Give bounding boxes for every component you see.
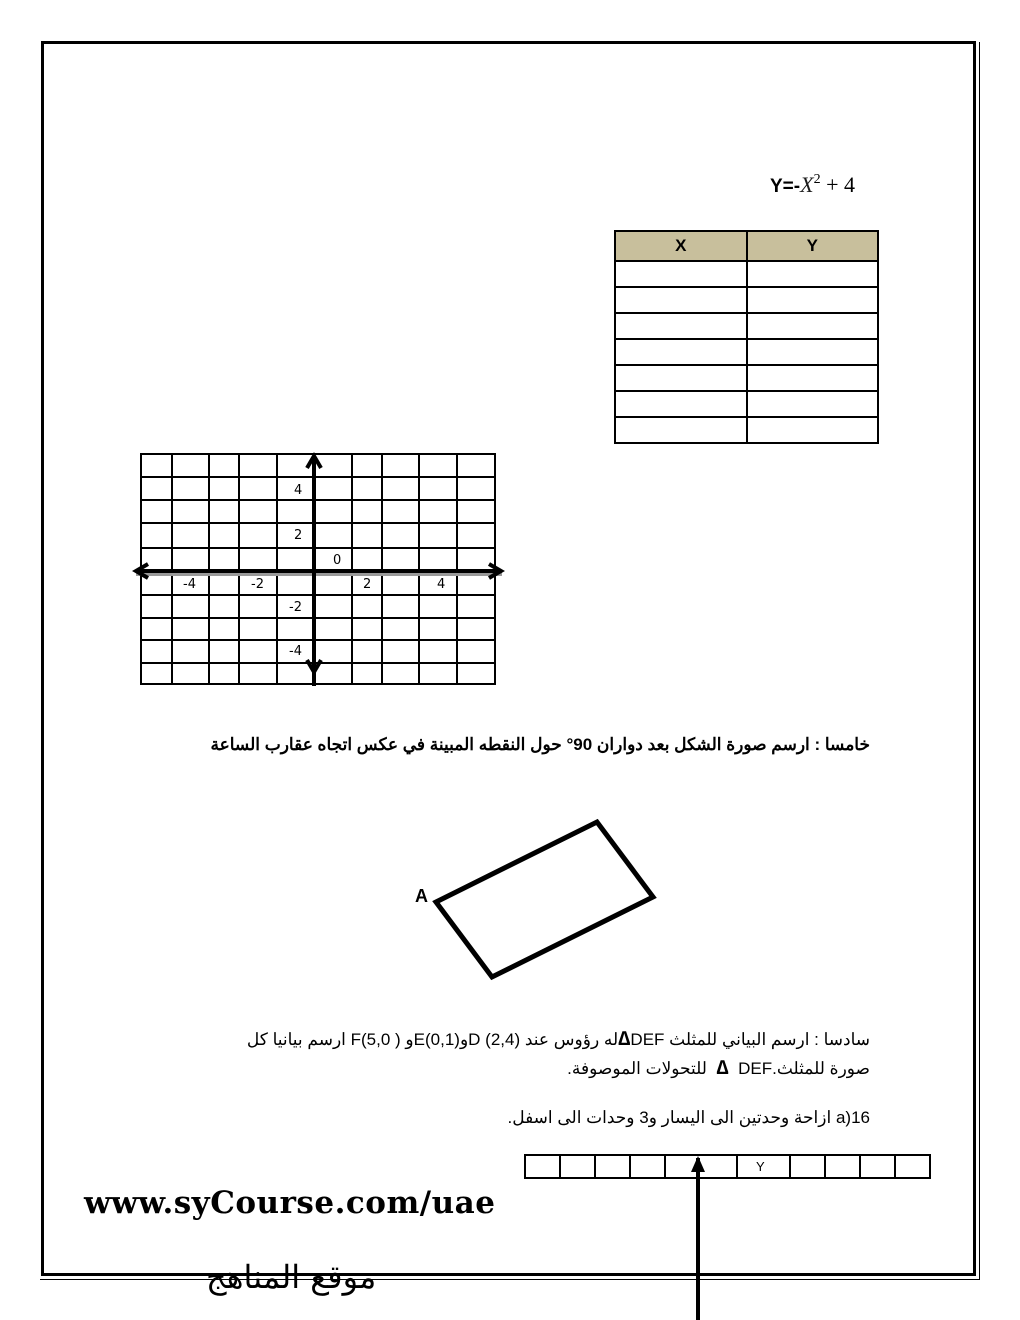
question6-line1 — [150, 1025, 870, 1054]
header-x: X — [615, 231, 747, 261]
coordinate-grid — [132, 450, 507, 690]
strip-cell — [790, 1155, 825, 1178]
table-row — [615, 313, 878, 339]
strip-cell — [630, 1155, 665, 1178]
equation-lhs: Y=- — [770, 176, 801, 197]
cell-y[interactable] — [747, 417, 879, 443]
delta-icon: ∆ — [618, 1028, 631, 1050]
cell-x[interactable] — [615, 287, 747, 313]
strip-cell — [860, 1155, 895, 1178]
y-tick-label: 4 — [294, 483, 303, 498]
rectangle-shape — [400, 810, 670, 990]
table-row — [615, 261, 878, 287]
page-border-outer-bottom — [40, 1279, 980, 1280]
strip-cell — [525, 1155, 560, 1178]
cell-y[interactable] — [747, 339, 879, 365]
site-name-arabic: موقع المناهج — [206, 1258, 377, 1296]
question5-text: خامسا : ارسم صورة الشكل بعد دواران 90° حول النقطه المبينة في عكس اتجاه عقارب الساعة — [210, 735, 870, 754]
equation — [770, 172, 855, 198]
y-axis-label: Y — [756, 1159, 765, 1174]
table-row — [615, 417, 878, 443]
equation-exponent: 2 — [813, 171, 821, 187]
origin-label: 0 — [333, 553, 342, 568]
cell-x[interactable] — [615, 365, 747, 391]
cell-x[interactable] — [615, 313, 747, 339]
table-row — [615, 391, 878, 417]
cell-y[interactable] — [747, 365, 879, 391]
strip-cell — [825, 1155, 860, 1178]
q6-part: و ( F(5,0 ارسم بيانيا كل — [246, 1030, 414, 1049]
table-row — [615, 287, 878, 313]
table-header-row — [615, 231, 878, 261]
x-tick-label: 2 — [363, 577, 372, 592]
table-row — [615, 365, 878, 391]
q6-part: و(0,1)E — [413, 1030, 469, 1049]
q6-part: له رؤوس عند (2,4) D — [468, 1030, 619, 1049]
strip-cell — [560, 1155, 595, 1178]
table-row — [615, 339, 878, 365]
delta-icon: ∆ — [716, 1057, 729, 1079]
cell-x[interactable] — [615, 261, 747, 287]
cell-y[interactable] — [747, 261, 879, 287]
page-border-outer-right — [979, 42, 980, 1280]
cell-x[interactable] — [615, 339, 747, 365]
y-tick-label: -2 — [289, 600, 302, 615]
cell-y[interactable] — [747, 313, 879, 339]
strip-cell-y — [737, 1155, 790, 1178]
equation-variable: X — [800, 172, 814, 197]
partial-grid-strip — [524, 1154, 931, 1179]
strip-row — [525, 1155, 930, 1178]
y-tick-label: -4 — [289, 644, 302, 659]
cell-y[interactable] — [747, 391, 879, 417]
question6-line2 — [150, 1054, 870, 1083]
x-tick-label: -4 — [183, 577, 196, 592]
x-axis — [136, 564, 502, 578]
strip-cell — [595, 1155, 630, 1178]
cell-x[interactable] — [615, 391, 747, 417]
header-y: Y — [747, 231, 879, 261]
strip-cell — [895, 1155, 930, 1178]
q6-part: صورة للمثلث.DEF — [738, 1059, 870, 1078]
question16a-text: 16(a ازاحة وحدتين الى اليسار و3 وحدات الى اسفل. — [507, 1108, 870, 1127]
y-axis-arrow — [685, 1150, 715, 1320]
x-tick-label: 4 — [437, 577, 446, 592]
cell-x[interactable] — [615, 417, 747, 443]
website-url: www.syCourse.com/uae — [84, 1185, 496, 1221]
q6-part: للتحولات الموصوفة. — [567, 1059, 707, 1078]
xy-table — [614, 230, 879, 444]
x-tick-label: -2 — [251, 577, 264, 592]
cell-y[interactable] — [747, 287, 879, 313]
question6-text — [150, 1025, 870, 1083]
y-tick-label: 2 — [294, 528, 303, 543]
q6-part: سادسا : ارسم البياني للمثلث DEF — [630, 1030, 870, 1049]
vertex-label-a: A — [415, 886, 428, 906]
equation-rhs: + 4 — [820, 172, 855, 197]
